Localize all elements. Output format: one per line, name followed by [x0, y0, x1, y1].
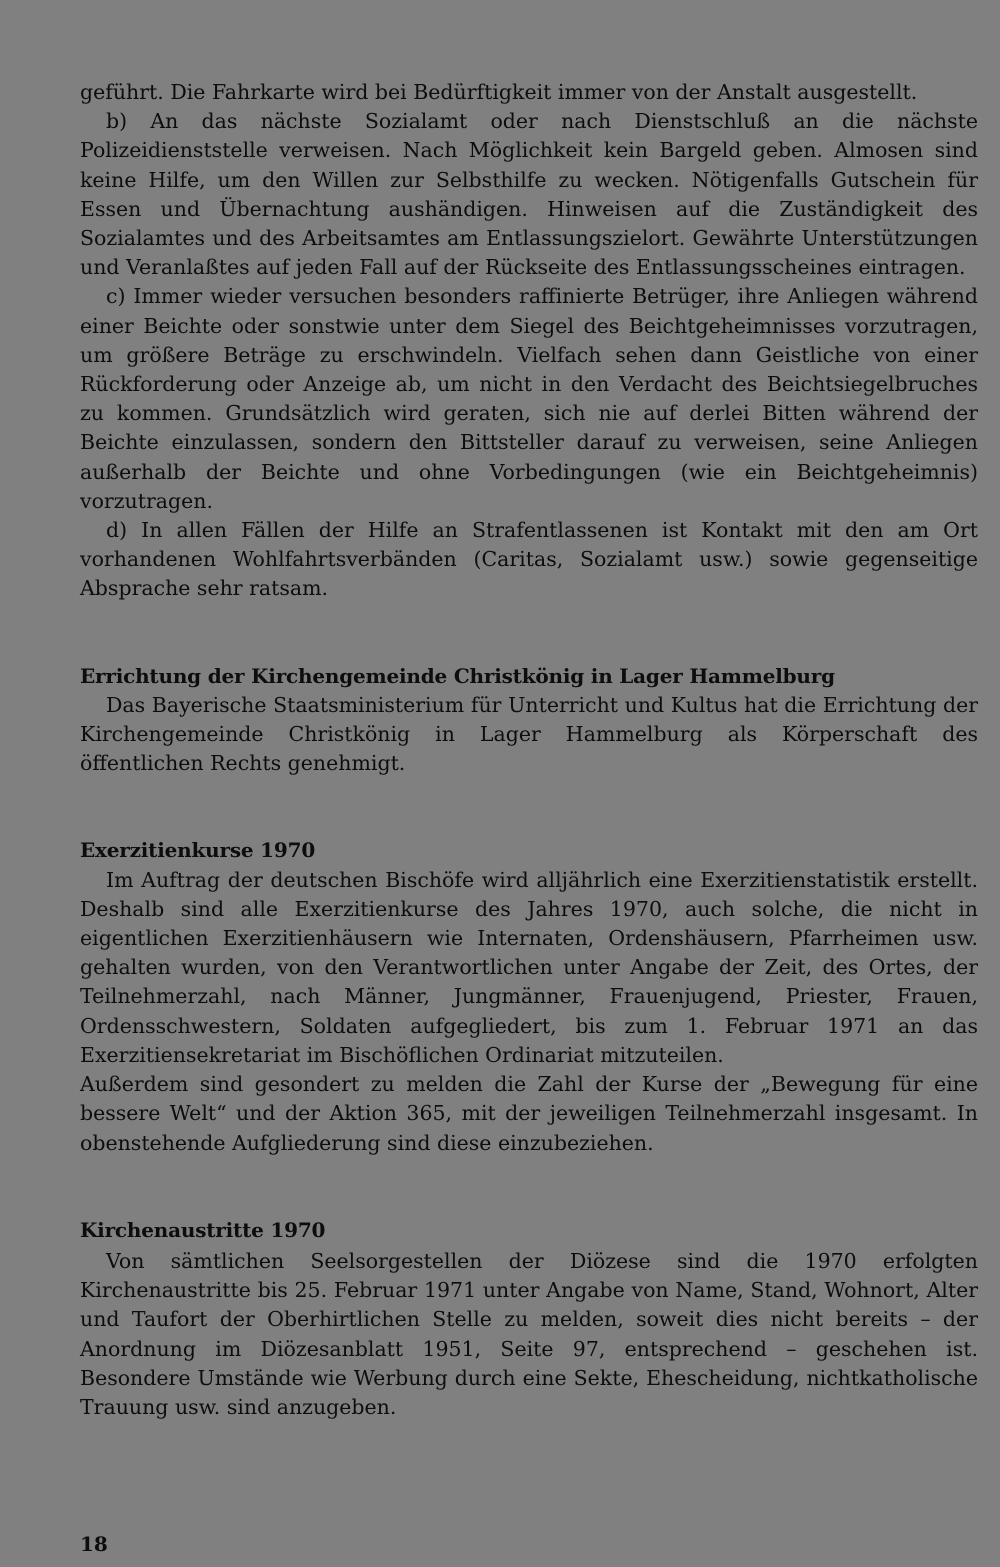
exerzitien-additional-paragraph: Außerdem sind gesondert zu melden die Zahl der Kurse der „Bewegung für eine bessere Welt“ und der Aktion 365, mit der jeweiligen Teilnehmerzahl insgesamt. In obenstehende Aufgliederung sind diese einzubeziehen. [80, 1072, 978, 1155]
continuation-paragraph: geführt. Die Fahrkarte wird bei Bedürftigkeit immer von der Anstalt ausgestellt. [80, 80, 918, 104]
section-heading-austritte: Kirchenaustritte 1970 [80, 1217, 326, 1242]
section-gap [80, 778, 978, 836]
exerzitien-paragraph: Im Auftrag der deutschen Bischöfe wird alljährlich eine Exerzitienstatistik erstellt. Deshalb sind alle Exerzitienkurse des Jahres 1970, auch solche, die nicht in eigentlichen Exerzitienhäusern wie Internaten, Ordenshäusern, Pfarrheimen usw. gehalten wurden, von den Verantwortlichen unter Angabe der Zeit, des Ortes, der Teilnehmerzahl, nach Männer, Jungmänner, Frauenjugend, Priester, Frauen, Ordensschwestern, Soldaten aufgegliedert, bis zum 1. Februar 1971 an das Exerzitiensekretariat im Bischöflichen Ordinariat mitzuteilen. [80, 867, 978, 1067]
section-heading-exerzitien: Exerzitienkurse 1970 [80, 838, 316, 863]
section-heading-kirchengemeinde: Errichtung der Kirchengemeinde Christkönig in Lager Hammelburg [80, 663, 835, 688]
section-gap [80, 604, 978, 662]
document-page [80, 78, 978, 1422]
kirchengemeinde-paragraph: Das Bayerische Staatsministerium für Unterricht und Kultus hat die Errichtung der Kirchengemeinde Christkönig in Lager Hammelburg als Körperschaft des öffentlichen Rechts genehmigt. [80, 692, 978, 776]
item-d-paragraph: d) In allen Fällen der Hilfe an Strafentlassenen ist Kontakt mit den am Ort vorhandenen Wohlfahrtsverbänden (Caritas, Sozialamt usw.) sowie gegenseitige Absprache sehr ratsam. [80, 518, 978, 601]
austritte-paragraph: Von sämtlichen Seelsorgestellen der Diözese sind die 1970 erfolgten Kirchenaustritte bis 25. Februar 1971 unter Angabe von Name, Stand, Wohnort, Alter und Taufort der Oberhirtlichen Stelle zu melden, soweit dies nicht bereits – der Anordnung im Diözesanblatt 1951, Seite 97, entsprechend – geschehen ist. Besondere Umstände wie Werbung durch eine Sekte, Ehescheidung, nichtkatholische Trauung usw. sind anzugeben. [80, 1248, 978, 1419]
section-gap [80, 1158, 978, 1216]
item-b-paragraph: b) An das nächste Sozialamt oder nach Dienstschluß an die nächste Polizeidienststelle verweisen. Nach Möglichkeit kein Bargeld geben. Almosen sind keine Hilfe, um den Willen zur Selbsthilfe zu wecken. Nötigenfalls Gutschein für Essen und Übernachtung aushändigen. Hinweisen auf die Zuständigkeit des Sozialamtes und des Arbeitsamtes am Entlassungszielort. Gewährte Unterstützungen und Veranlaßtes auf jeden Fall auf der Rückseite des Entlassungsscheines eintragen. [80, 109, 978, 280]
item-c-paragraph: c) Immer wieder versuchen besonders raffinierte Betrüger, ihre Anliegen während einer Beichte oder sonstwie unter dem Siegel des Beichtgeheimnisses vorzutragen, um größere Beträge zu erschwindeln. Vielfach sehen dann Geistliche von einer Rückforderung oder Anzeige ab, um nicht in den Verdacht des Beichtsiegelbruches zu kommen. Grundsätzlich wird geraten, sich nie auf derlei Bitten während der Beichte einzulassen, sondern den Bittsteller darauf zu verweisen, seine Anliegen außerhalb der Beichte und ohne Vorbedingungen (wie ein Beichtgeheimnis) vorzutragen. [80, 284, 978, 513]
page-number: 18 [80, 1532, 108, 1556]
